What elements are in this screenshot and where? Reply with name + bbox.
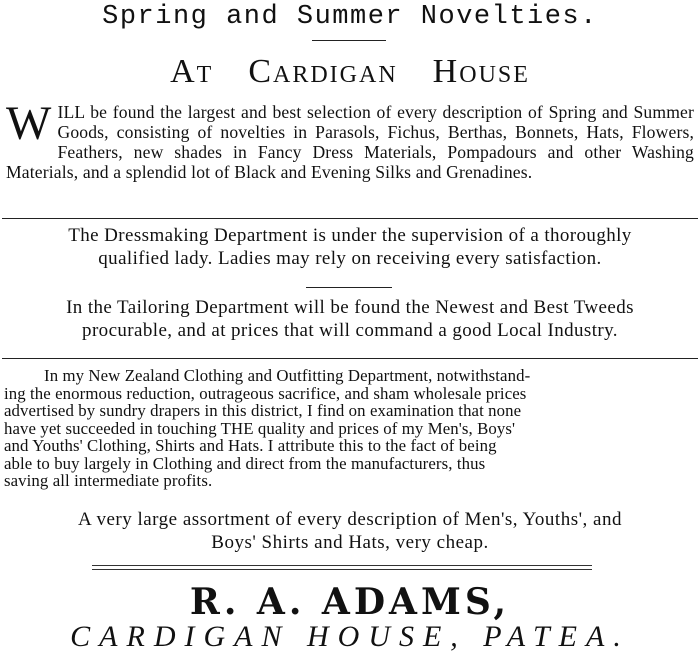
clothing-line: advertised by sundry drapers in this district, I find on examination that none xyxy=(4,401,522,420)
title-rest-a: T xyxy=(196,62,214,88)
dressmaking-notice xyxy=(0,224,700,270)
clothing-paragraph xyxy=(4,367,694,490)
clothing-line: In my New Zealand Clothing and Outfitting Department, notwithstand- xyxy=(44,366,531,385)
tailoring-line-1: In the Tailoring Department will be found the Newest and Best Tweeds xyxy=(66,297,634,318)
headline-divider xyxy=(312,40,386,41)
divider-3 xyxy=(2,358,698,359)
clothing-line: ing the enormous reduction, outrageous sacrifice, and sham wholesale prices xyxy=(4,383,527,403)
clothing-line: able to buy largely in Clothing and direct from the manufacturers, thus xyxy=(4,453,486,473)
title-rest-h: OUSE xyxy=(459,62,530,88)
clothing-line: saving all intermediate profits. xyxy=(4,471,213,490)
intro-dropcap: W xyxy=(6,97,52,150)
merchant-name: R. A. ADAMS, xyxy=(189,581,511,623)
signature-rule-top xyxy=(92,565,592,566)
signature-rule-bottom xyxy=(92,569,592,570)
assortment-notice xyxy=(0,508,700,554)
divider-1 xyxy=(2,218,698,219)
dressmaking-line-1: The Dressmaking Department is under the supervision of a thoroughly xyxy=(68,225,632,246)
tailoring-line-2: procurable, and at prices that will command a good Local Industry. xyxy=(82,320,618,341)
tailoring-notice xyxy=(0,296,700,342)
title-initial-c: C xyxy=(248,53,273,90)
intro-text: ILL be found the largest and best selection of every description of Spring and Summer Goods, consisting of novelties in Parasols, Fichus, Berthas, Bonnets, Hats, Flowers, Feathers, new shades in Fancy Dress Materials, Pompadours and other Washing Materials, and a splendid lot of Black and Evening Silks and Grenadines. xyxy=(6,102,694,182)
title-initial-a: A xyxy=(170,53,197,90)
assortment-line-1: A very large assortment of every description of Men's, Youths', and xyxy=(78,509,622,530)
assortment-line-2: Boys' Shirts and Hats, very cheap. xyxy=(211,532,489,553)
title-initial-h: H xyxy=(432,53,460,90)
merchant-address: CARDIGAN HOUSE, PATEA. xyxy=(70,620,630,653)
title-rest-c: ARDIGAN xyxy=(273,62,398,88)
headline: Spring and Summer Novelties. xyxy=(102,2,598,32)
intro-paragraph xyxy=(6,97,694,182)
store-title xyxy=(0,52,700,95)
dressmaking-line-2: qualified lady. Ladies may rely on receiving every satisfaction. xyxy=(98,248,602,269)
clothing-line: have yet succeeded in touching THE quality and prices of my Men's, Boys' xyxy=(4,418,516,438)
divider-2 xyxy=(306,287,392,288)
clothing-line: and Youths' Clothing, Shirts and Hats. I attribute this to the fact of being xyxy=(4,436,497,455)
